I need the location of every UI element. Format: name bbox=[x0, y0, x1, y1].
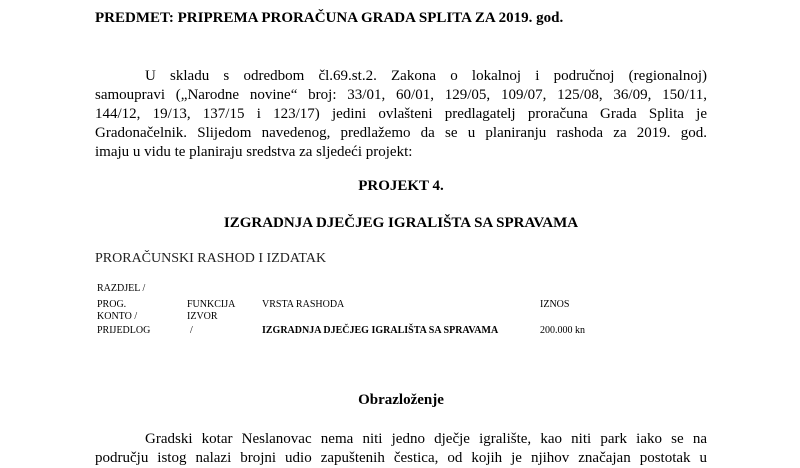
subject-line: PREDMET: PRIPREMA PRORAČUNA GRADA SPLITA ZA 2019. god. bbox=[95, 10, 564, 26]
table-prijedlog-cell: PRIJEDLOG bbox=[97, 325, 151, 336]
intro-line: Gradonačelnik. Slijedom navedenog, predlažemo da se u planiranju rashoda za 2019. god. bbox=[95, 125, 707, 141]
explanation-title: Obrazloženje bbox=[358, 392, 444, 408]
table-razdjel-label: RAZDJEL / bbox=[97, 283, 146, 294]
table-prog-label: PROG. bbox=[97, 299, 127, 310]
table-funkcija-cell: / bbox=[190, 325, 193, 336]
intro-line: samoupravi („Narodne novine“ broj: 33/01, 60/01, 129/05, 109/07, 125/08, 36/09, 150/11, bbox=[95, 87, 707, 103]
budget-heading: PRORAČUNSKI RASHOD I IZDATAK bbox=[95, 251, 327, 266]
intro-line: U skladu s odredbom čl.69.st.2. Zakona o lokalnoj i područnoj (regionalnoj) bbox=[145, 68, 707, 84]
explanation-line: Gradski kotar Neslanovac nema niti jedno dječje igralište, kao niti park iako se na bbox=[145, 431, 707, 447]
project-number: PROJEKT 4. bbox=[358, 178, 444, 194]
intro-paragraph bbox=[95, 67, 707, 162]
table-funkcija-label: FUNKCIJA bbox=[187, 299, 236, 310]
explanation-line: području istog nalazi brojni udio zapuštenih čestica, od kojih je njihov značajan postotak u bbox=[95, 450, 707, 466]
intro-line: 144/12, 19/13, 137/15 i 123/17) jedini ovlašteni predlagatelj proračuna Grada Splita je bbox=[95, 106, 707, 122]
table-konto-label: KONTO / bbox=[97, 311, 138, 322]
project-title: IZGRADNJA DJEČJEG IGRALIŠTA SA SPRAVAMA bbox=[223, 215, 579, 231]
table-item-amount: 200.000 kn bbox=[540, 325, 585, 336]
table-iznos-label: IZNOS bbox=[540, 299, 570, 310]
explanation-paragraph bbox=[95, 430, 707, 468]
table-vrsta-rashoda-label: VRSTA RASHODA bbox=[262, 299, 345, 310]
table-item-name: IZGRADNJA DJEČJEG IGRALIŠTA SA SPRAVAMA bbox=[262, 325, 499, 336]
table-izvor-label: IZVOR bbox=[187, 311, 218, 322]
intro-line: imaju u vidu te planiraju sredstva za sljedeći projekt: bbox=[95, 144, 413, 160]
